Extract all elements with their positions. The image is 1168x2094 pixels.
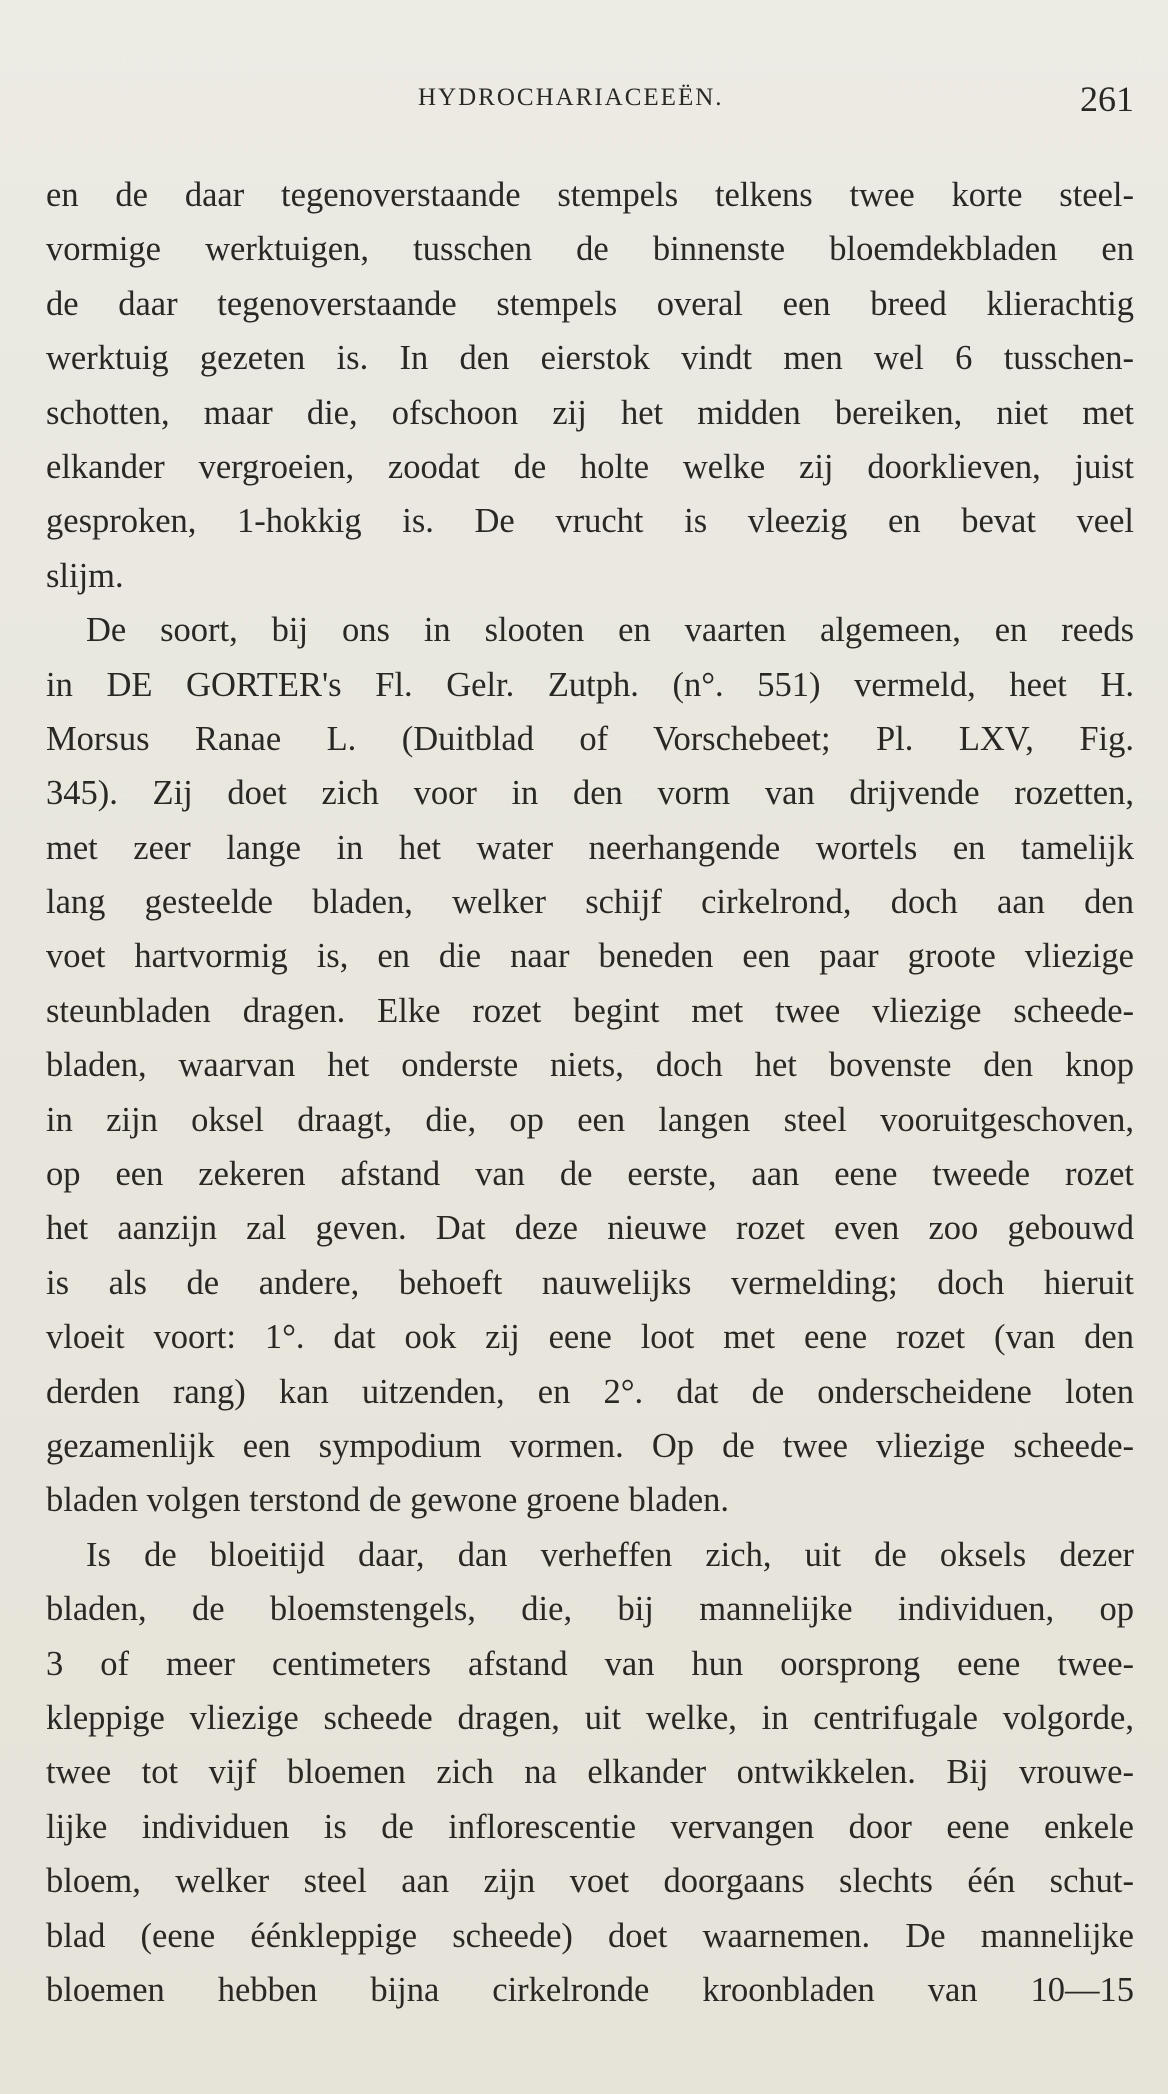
text-line: steunbladen dragen. Elke rozet begint met twee vliezige scheede- [46,991,1134,1030]
text-line: in DE GORTER's Fl. Gelr. Zutph. (n°. 551) vermeld, heet H. [46,665,1134,704]
text-line: bladen volgen terstond de gewone groene bladen. [46,1481,730,1520]
text-line: bloemen hebben bijna cirkelronde kroonbladen van 10—15 [46,1970,1134,2009]
text-line: derden rang) kan uitzenden, en 2°. dat de onderscheidene loten [46,1372,1134,1411]
text-line: 3 of meer centimeters afstand van hun oorsprong eene twee- [46,1644,1134,1683]
page-header [46,78,1134,128]
text-line: lijke individuen is de inflorescentie vervangen door eene enkele [46,1807,1134,1846]
text-line: blad (eene éénkleppige scheede) doet waarnemen. De mannelijke [46,1916,1134,1955]
text-line: lang gesteelde bladen, welker schijf cirkelrond, doch aan den [46,883,1134,922]
text-line: Morsus Ranae L. (Duitblad of Vorschebeet; Pl. LXV, Fig. [46,719,1134,758]
text-line: en de daar tegenoverstaande stempels telkens twee korte steel- [46,176,1134,214]
text-line: twee tot vijf bloemen zich na elkander ontwikkelen. Bij vrouwe- [46,1753,1134,1792]
text-line: slijm. [46,556,124,595]
body-text [46,168,1134,2017]
text-line: gesproken, 1-hokkig is. De vrucht is vleezig en bevat veel [46,502,1134,541]
text-line: vloeit voort: 1°. dat ook zij eene loot met eene rozet (van den [46,1318,1134,1357]
page-number: 261 [1080,79,1134,119]
running-title: HYDROCHARIACEEËN. [418,84,724,111]
text-line: vormige werktuigen, tusschen de binnenste bloemdekbladen en [46,230,1134,269]
text-line: elkander vergroeien, zoodat de holte welke zij doorklieven, juist [46,447,1134,486]
text-line: bloem, welker steel aan zijn voet doorgaans slechts één schut- [46,1862,1134,1901]
text-line: op een zekeren afstand van de eerste, aan eene tweede rozet [46,1155,1134,1194]
text-line: gezamenlijk een sympodium vormen. Op de twee vliezige scheede- [46,1426,1134,1465]
text-line: werktuig gezeten is. In den eierstok vindt men wel 6 tusschen- [46,339,1134,378]
text-line: 345). Zij doet zich voor in den vorm van drijvende rozetten, [46,774,1134,813]
text-line: de daar tegenoverstaande stempels overal een breed klierachtig [46,284,1134,323]
text-line: kleppige vliezige scheede dragen, uit welke, in centrifugale volgorde, [46,1698,1134,1737]
text-line: met zeer lange in het water neerhangende wortels en tamelijk [46,828,1134,867]
text-line: Is de bloeitijd daar, dan verheffen zich, uit de oksels dezer [86,1535,1134,1574]
text-line: is als de andere, behoeft nauwelijks vermelding; doch hieruit [46,1263,1134,1302]
text-line: bladen, de bloemstengels, die, bij mannelijke individuen, op [46,1590,1134,1629]
text-line: bladen, waarvan het onderste niets, doch het bovenste den knop [46,1046,1134,1085]
text-line: schotten, maar die, ofschoon zij het midden bereiken, niet met [46,393,1134,432]
text-line: het aanzijn zal geven. Dat deze nieuwe rozet even zoo gebouwd [46,1209,1134,1248]
text-line: in zijn oksel draagt, die, op een langen steel vooruitgeschoven, [46,1100,1134,1139]
text-line: De soort, bij ons in slooten en vaarten algemeen, en reeds [86,611,1134,650]
text-line: voet hartvormig is, en die naar beneden een paar groote vliezige [46,937,1134,976]
